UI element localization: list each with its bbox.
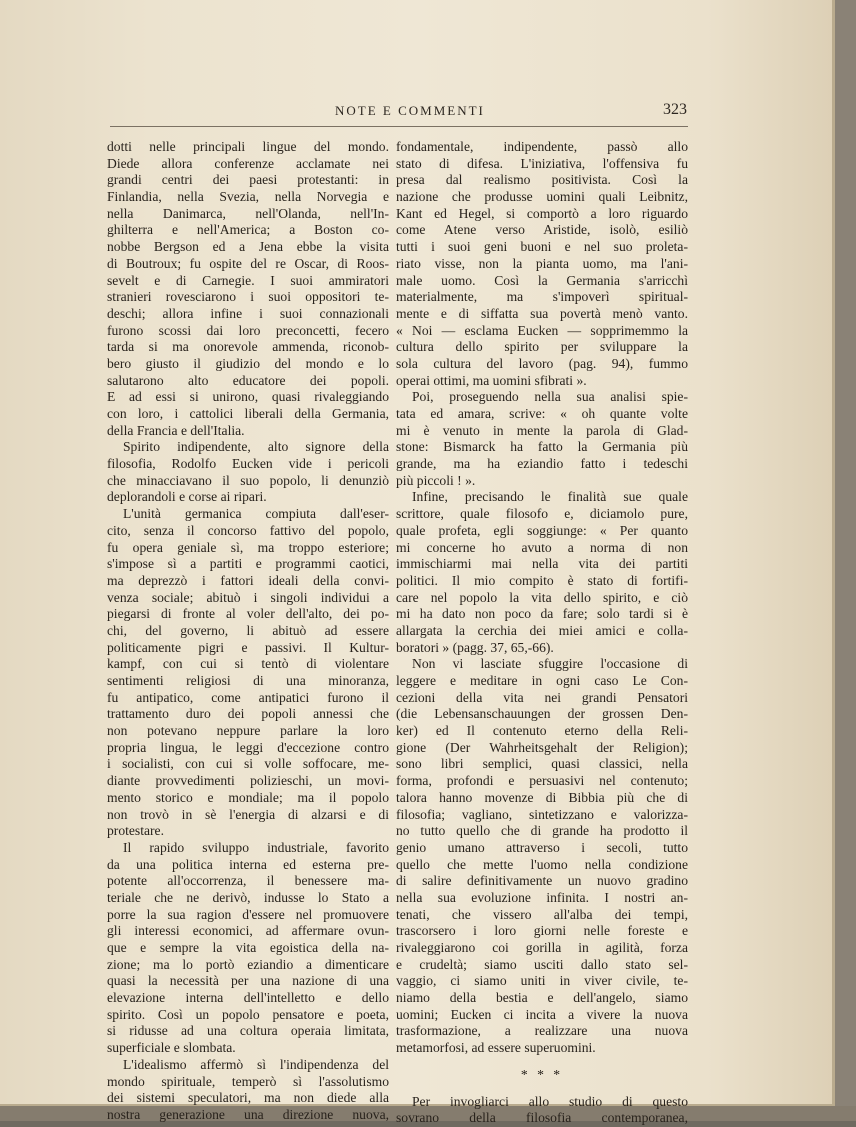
text-line: riato visse, non la pianta uomo, ma l'ani-: [396, 256, 688, 273]
text-line: non potevano neppure parlare la loro: [107, 723, 389, 740]
text-line: grandi centri dei paesi protestanti: in: [107, 172, 389, 189]
page-header: [107, 103, 687, 125]
text-line: Non vi lasciate sfuggire l'occasione di: [396, 656, 688, 673]
text-line: operai ottimi, ma uomini sfibrati ».: [396, 373, 688, 390]
text-line: diante provvedimenti polizieschi, un movi-: [107, 773, 389, 790]
text-line: gli interessi economici, ad affermare ovun-: [107, 923, 389, 940]
text-line: tutti i suoi geni buoni e nel suo proleta-: [396, 239, 688, 256]
text-line: filosofia; vagliano, sintetizzano e valorizza-: [396, 807, 688, 824]
text-line: venza sociale; abituò i singoli individui a: [107, 590, 389, 607]
text-line: mi è venuto in mente la parola di Glad-: [396, 423, 688, 440]
text-line: piegarsi di fronte al voler dell'alto, dei po-: [107, 606, 389, 623]
text-line: nella Danimarca, nell'Olanda, nell'In-: [107, 206, 389, 223]
text-line: nobbe Bergson ed a Jena ebbe la visita: [107, 239, 389, 256]
text-line: mente e di siffatta sua povertà menò vanto.: [396, 306, 688, 323]
text-line: Il rapido sviluppo industriale, favorito: [107, 840, 389, 857]
text-line: con loro, i cattolici liberali della Germania,: [107, 406, 389, 423]
text-line: della Francia e dell'Italia.: [107, 423, 389, 440]
text-line: mondo spirituale, temperò sì l'assolutismo: [107, 1074, 389, 1091]
text-line: elevazione interna dell'intelletto e dello: [107, 990, 389, 1007]
text-line: trascorsero i loro giorni nelle foreste e: [396, 923, 688, 940]
text-line: spirito. Così un popolo pensatore e poeta,: [107, 1007, 389, 1024]
text-line: stato di difesa. L'iniziativa, l'offensiva fu: [396, 156, 688, 173]
text-line: fu antipatico, come antipatici furono il: [107, 690, 389, 707]
text-line: cezioni della vita nei grandi Pensatori: [396, 690, 688, 707]
text-line: Spirito indipendente, alto signore della: [107, 439, 389, 456]
text-line: mi concerne ho avuto a norma di non: [396, 540, 688, 557]
text-line: sevelt e di Carnegie. I suoi ammiratori: [107, 273, 389, 290]
text-line: presa dal realismo positivista. Così la: [396, 172, 688, 189]
text-line: si ridusse ad una coltura operaia limitata,: [107, 1023, 389, 1040]
text-line: Kant ed Hegel, si comportò a loro riguardo: [396, 206, 688, 223]
page-number: 323: [663, 101, 687, 119]
text-line: dotti nelle principali lingue del mondo.: [107, 139, 389, 156]
text-line: vaggio, ci siamo uniti in viver civile, te-: [396, 973, 688, 990]
text-line: stranieri rovesciarono i suoi oppositori te-: [107, 289, 389, 306]
text-line: dei sistemi speculatori, ma non diede alla: [107, 1090, 389, 1107]
text-line: fu opera geniale sì, ma troppo esteriore;: [107, 540, 389, 557]
text-line: tarda si ma onorevole ammenda, riconob-: [107, 339, 389, 356]
text-line: E ad essi si unirono, quasi rivaleggiando: [107, 389, 389, 406]
text-line: furono scossi dai loro preconcetti, fecero: [107, 323, 389, 340]
text-line: Infine, precisando le finalità sue quale: [396, 489, 688, 506]
text-line: deplorandoli e corse ai ripari.: [107, 489, 389, 506]
text-line: quasi la necessità per una nazione di una: [107, 973, 389, 990]
text-line: che minacciavano il suo popolo, li denunziò: [107, 473, 389, 490]
text-line: quello che mette l'uomo nella condizione: [396, 857, 688, 874]
text-line: trasformazione, a realizzare una nuova: [396, 1023, 688, 1040]
text-line: ma deprezzò i fattori ideali della convi-: [107, 573, 389, 590]
text-line: metamorfosi, ad essere superuomini.: [396, 1040, 688, 1057]
book-edge: [835, 0, 856, 1121]
text-line: i socialisti, con cui si volle soffocare, me-: [107, 756, 389, 773]
text-line: di Boutroux; fu ospite del re Oscar, di Roos-: [107, 256, 389, 273]
text-line: no tutto quello che di grande ha prodotto il: [396, 823, 688, 840]
text-line: « Noi — esclama Eucken — sopprimemmo la: [396, 323, 688, 340]
text-line: niamo della bestia e dell'angelo, siamo: [396, 990, 688, 1007]
text-line: mento storico e mondiale; ma il popolo: [107, 790, 389, 807]
text-line: uomini; Eucken ci incita a vivere la nuova: [396, 1007, 688, 1024]
text-line: fondamentale, indipendente, passò allo: [396, 139, 688, 156]
text-line: propria lingua, le leggi d'eccezione contro: [107, 740, 389, 757]
text-line: talora hanno movenze di Bibbia più che di: [396, 790, 688, 807]
text-line: zione; ma lo portò eziandio a dimenticare: [107, 957, 389, 974]
text-line: sovrano della filosofia contemporanea,: [396, 1110, 688, 1127]
text-line: politicamente pigri e passivi. Il Kultur-: [107, 640, 389, 657]
section-separator: * * *: [396, 1067, 688, 1084]
text-line: gione (Der Wahrheitsgehalt der Religion);: [396, 740, 688, 757]
section-spacer: [396, 1057, 688, 1067]
text-line: nazione che produsse uomini quali Leibnitz,: [396, 189, 688, 206]
text-line: tenati, che vissero all'alba dei tempi,: [396, 907, 688, 924]
text-line: (die Lebensanschauungen der grossen Den-: [396, 706, 688, 723]
text-line: porre la sua ragion d'essere nel promuovere: [107, 907, 389, 924]
header-rule: [110, 126, 688, 127]
text-line: immischiarmi mai nella vita dei partiti: [396, 556, 688, 573]
text-line: nostra generazione una direzione nuova,: [107, 1107, 389, 1124]
text-line: que e sempre la vita egoistica della na-: [107, 940, 389, 957]
text-line: salutarono alto educatore dei popoli.: [107, 373, 389, 390]
text-line: ker) ed Il contenuto eterno della Reli-: [396, 723, 688, 740]
text-line: L'idealismo affermò sì l'indipendenza del: [107, 1057, 389, 1074]
text-line: quale profeta, egli soggiunge: « Per quanto: [396, 523, 688, 540]
text-line: materialmente, ma s'impoverì spiritual-: [396, 289, 688, 306]
left-text-column: [107, 139, 389, 1124]
text-line: allargata la cerchia dei miei amici e colla-: [396, 623, 688, 640]
text-line: sentimenti religiosi di una minoranza,: [107, 673, 389, 690]
text-line: protestare.: [107, 823, 389, 840]
text-line: teriale che ne derivò, indusse lo Stato a: [107, 890, 389, 907]
text-line: chi, del governo, li abituò ad essere: [107, 623, 389, 640]
text-line: Diede allora conferenze acclamate nei: [107, 156, 389, 173]
text-line: filosofia, Rodolfo Eucken vide i pericoli: [107, 456, 389, 473]
text-line: bero giusto il giudizio del mondo e lo: [107, 356, 389, 373]
text-line: di salire definitivamente un nuovo gradino: [396, 873, 688, 890]
text-line: L'unità germanica compiuta dall'eser-: [107, 506, 389, 523]
text-line: s'impose sì a partiti e programmi caotici,: [107, 556, 389, 573]
text-line: deschi; allora infine i suoi connazionali: [107, 306, 389, 323]
text-line: più piccoli ! ».: [396, 473, 688, 490]
text-line: sola cultura del lavoro (pag. 94), fummo: [396, 356, 688, 373]
text-line: non trovò in sè l'energia di alzarsi e di: [107, 807, 389, 824]
section-spacer: [396, 1084, 688, 1094]
text-line: care nel popolo la vita dello spirito, e ciò: [396, 590, 688, 607]
text-line: politici. Il mio compito è stato di fortifi-: [396, 573, 688, 590]
text-line: ghilterra e nell'America; a Boston co-: [107, 222, 389, 239]
text-line: come Atene verso Aristide, isolò, esiliò: [396, 222, 688, 239]
text-line: scrittore, quale filosofo e, diciamolo pure,: [396, 506, 688, 523]
text-line: male uomo. Così la Germania s'arricchì: [396, 273, 688, 290]
text-line: nella sua evoluzione infinita. I nostri an-: [396, 890, 688, 907]
text-line: superficiale e slombata.: [107, 1040, 389, 1057]
text-line: rivaleggiarono coi gorilla in agilità, forza: [396, 940, 688, 957]
text-line: tata ed amara, scrive: « oh quante volte: [396, 406, 688, 423]
text-line: Finlandia, nella Svezia, nella Norvegia e: [107, 189, 389, 206]
text-line: leggere e meditare in ogni caso Le Con-: [396, 673, 688, 690]
text-line: da una politica interna ed esterna pre-: [107, 857, 389, 874]
text-line: e crudeltà; siamo usciti dallo stato sel-: [396, 957, 688, 974]
text-line: cultura dello spirito per sviluppare la: [396, 339, 688, 356]
text-line: grande, ma ha eziandio fatto i tedeschi: [396, 456, 688, 473]
text-line: mi ha dato non poco da fare; solo tardi si è: [396, 606, 688, 623]
text-line: cito, senza il concorso fattivo del popolo,: [107, 523, 389, 540]
text-line: forma, profondi e persuasivi nel contenuto;: [396, 773, 688, 790]
running-head: NOTE E COMMENTI: [335, 103, 485, 119]
text-line: stone: Bismarck ha fatto la Germania più: [396, 439, 688, 456]
text-line: Per invogliarci allo studio di questo: [396, 1094, 688, 1111]
text-line: kampf, con cui si tentò di violentare: [107, 656, 389, 673]
text-line: Poi, proseguendo nella sua analisi spie-: [396, 389, 688, 406]
text-line: boratori » (pagg. 37, 65,-66).: [396, 640, 688, 657]
text-line: sono libri semplici, quasi classici, nella: [396, 756, 688, 773]
text-line: genio umano attraverso i secoli, tutto: [396, 840, 688, 857]
right-text-column: [396, 139, 688, 1127]
text-line: potente all'occorrenza, il benessere ma-: [107, 873, 389, 890]
text-line: trattamento duro dei popoli annessi che: [107, 706, 389, 723]
